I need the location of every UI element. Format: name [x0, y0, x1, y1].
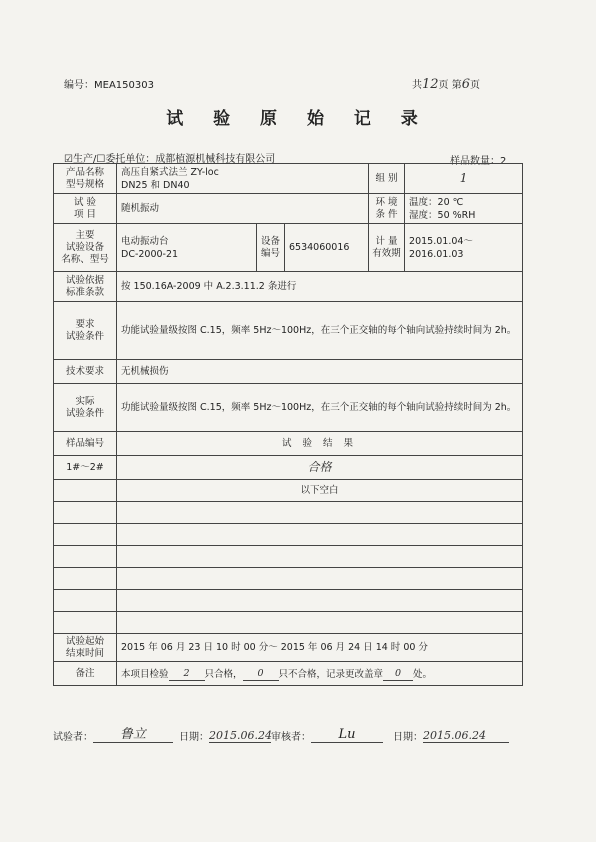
unit-name: 成都植源机械科技有限公司 [155, 154, 276, 165]
humidity: 湿度：50 %RH [409, 209, 476, 221]
entrust-label: 委托单位： [105, 154, 156, 165]
environment-label: 环 境 条 件 [369, 194, 405, 224]
remark-label: 备注 [54, 662, 117, 686]
blank-note: 以下空白 [117, 480, 523, 502]
date-2: 2015.06.24 [423, 729, 509, 743]
calibration-label: 计 量 有效期 [369, 224, 405, 272]
total-mid: 页 第 [438, 80, 462, 91]
empty-cell [54, 502, 117, 524]
actual-condition-label: 实际 试验条件 [54, 384, 117, 432]
fail-count: 0 [243, 667, 279, 681]
empty-cell [54, 612, 117, 634]
empty-cell [117, 590, 523, 612]
total-pages: 12 [422, 77, 439, 92]
empty-cell [54, 524, 117, 546]
basis-value: 按 150.16A-2009 中 A.2.3.11.2 条进行 [117, 272, 523, 302]
entrust-checkbox[interactable]: ☐ [96, 154, 106, 165]
blank-cell [54, 480, 117, 502]
produce-label: 生产/ [72, 154, 97, 165]
tech-requirement-value: 无机械损伤 [117, 360, 523, 384]
result-label: 试 验 结 果 [117, 432, 523, 456]
equipment-no-label: 设备 编号 [257, 224, 285, 272]
remark-part4: 处。 [413, 668, 433, 680]
calibration-value: 2015.01.04～ 2016.01.03 [405, 224, 523, 272]
product-label: 产品名称 型号规格 [54, 164, 117, 194]
remark-part3: 只不合格，记录更改盖章 [278, 668, 384, 680]
equipment-no: 6534060016 [285, 224, 369, 272]
date-label-1: 日期： [179, 732, 209, 743]
produce-checkbox[interactable]: ☑ [64, 154, 73, 165]
page-info [412, 76, 480, 92]
empty-cell [54, 546, 117, 568]
equipment-value: 电动振动台 DC-2000-21 [117, 224, 257, 272]
page-title: 试 验 原 始 记 录 [166, 109, 430, 129]
reviewer-label: 审核者： [271, 732, 311, 743]
page-suffix: 页 [470, 80, 481, 91]
record-table [53, 163, 523, 686]
product-value: 高压自紧式法兰 ZY-loc DN25 和 DN40 [117, 164, 369, 194]
remark-part2: 只合格， [204, 668, 243, 680]
equipment-label: 主要 试验设备 名称、型号 [54, 224, 117, 272]
required-condition-value: 功能试验量级按图 C.15，频率 5Hz～100Hz，在三个正交轴的每个轴向试验持续时间为 2h。 [117, 302, 523, 360]
pass-count: 2 [169, 667, 205, 681]
empty-cell [117, 546, 523, 568]
temperature: 温度：20 ℃ [409, 196, 464, 208]
required-condition-label: 要求 试验条件 [54, 302, 117, 360]
blank-note-row [54, 480, 523, 502]
empty-cell [54, 590, 117, 612]
remark-row [54, 662, 523, 686]
equipment-row [54, 224, 523, 272]
date-label-2: 日期： [393, 732, 423, 743]
empty-row [54, 612, 523, 634]
remark-part1: 本项目检验 [121, 668, 169, 680]
time-label: 试验起始 结束时间 [54, 634, 117, 662]
sample-quantity: 样品数量：2 [450, 156, 507, 167]
group-value: 1 [405, 164, 523, 194]
result-header-row [54, 432, 523, 456]
test-item-label: 试 验 项 目 [54, 194, 117, 224]
basis-row [54, 272, 523, 302]
reviewer-signature: Lu [311, 727, 383, 743]
empty-cell [117, 502, 523, 524]
total-prefix: 共 [412, 80, 422, 91]
result-row [54, 456, 523, 480]
empty-row [54, 590, 523, 612]
tech-requirement-label: 技术要求 [54, 360, 117, 384]
environment-value [405, 194, 523, 224]
result-value: 合格 [117, 456, 523, 480]
product-row [54, 164, 523, 194]
sample-no: 1#～2# [54, 456, 117, 480]
empty-row [54, 502, 523, 524]
empty-row [54, 524, 523, 546]
signature-line [53, 723, 533, 743]
time-value: 2015 年 06 月 23 日 10 时 00 分～ 2015 年 06 月 24 日 14 时 00 分 [117, 634, 523, 662]
test-item-row [54, 194, 523, 224]
empty-cell [117, 612, 523, 634]
tech-requirement-row [54, 360, 523, 384]
empty-cell [54, 568, 117, 590]
basis-label: 试验依据 标准条款 [54, 272, 117, 302]
empty-cell [117, 524, 523, 546]
required-condition-row [54, 302, 523, 360]
empty-row [54, 568, 523, 590]
time-row [54, 634, 523, 662]
actual-condition-row [54, 384, 523, 432]
page-number: 6 [461, 77, 471, 92]
date-1: 2015.06.24 [209, 729, 272, 742]
test-item-value: 随机振动 [117, 194, 369, 224]
actual-condition-value: 功能试验量级按图 C.15，频率 5Hz～100Hz，在三个正交轴的每个轴向试验持续时间为 2h。 [117, 384, 523, 432]
document-number: 编号：MEA150303 [64, 80, 154, 91]
sample-no-label: 样品编号 [54, 432, 117, 456]
change-count: 0 [383, 667, 413, 681]
tester-label: 试验者： [53, 732, 93, 743]
remark-value [117, 662, 523, 686]
group-label: 组 别 [369, 164, 405, 194]
empty-cell [117, 568, 523, 590]
tester-signature: 鲁立 [93, 723, 173, 743]
empty-row [54, 546, 523, 568]
